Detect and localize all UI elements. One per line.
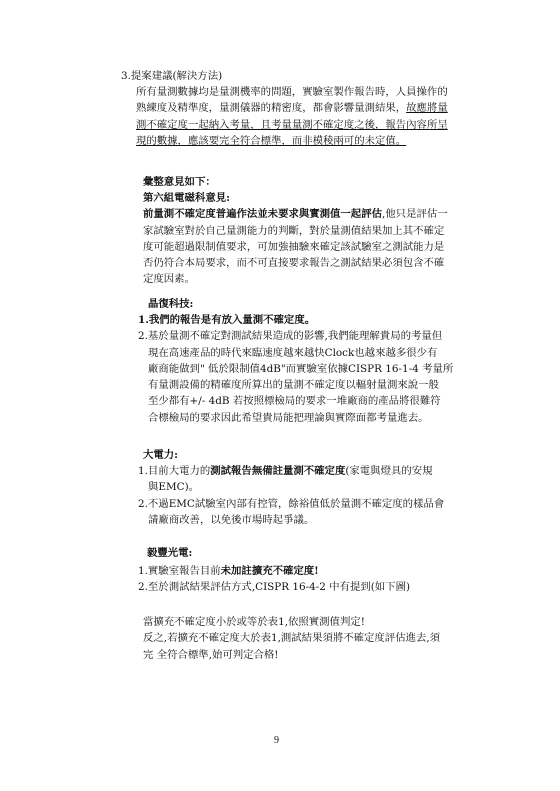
opinions-heading: 彙整意見如下： [143,176,216,188]
taipower-title: 大電力: [143,449,179,461]
group6-block [143,190,448,288]
list-item: 2.不過EMC試驗室內部有控管，餘裕值低於量測不確定度的樣品會 [138,497,445,510]
jingfu-title: 晶復科技: [148,298,194,310]
conclusion-line: 當擴充不確定度小於或等於表1,依照實測值判定! [143,616,365,628]
group6-title: 第六組電磁科意見: [143,192,230,204]
page-number: 9 [274,735,279,746]
group6-line: 前量測不確定度普遍作法並未要求與實測值一起評估,他只是評估一 [143,208,448,221]
section3 [121,68,222,84]
yifeng-list [138,563,410,596]
list-item-cont: 至少都有+/- 4dB 若按照標檢局的要求一堆廠商的產品將很難符 [148,395,441,408]
paragraph-line: 現的數據，應該要完全符合標準，而非模稜兩可的未定值。 [136,134,407,147]
list-item: 2.至於測試結果評估方式,CISPR 16-4-2 中有提到(如下圖) [138,581,411,594]
conclusion-line: 完 全符合標準,始可判定合格! [143,648,279,661]
paragraph-line: 所有量測數據均是量測機率的問題，實驗室製作報告時，人員操作的 [136,86,448,98]
list-item: 1.目前大電力的測試報告無備註量測不確定度(家電與燈具的安規 [138,465,433,477]
list-item-cont: 請廠商改善，以免後市場時起爭議。 [148,513,315,526]
list-item: 1.我們的報告是有放入量測不確定度。 [138,314,316,326]
list-item-cont: 廠商能做到" 低於限制值4dB"而實驗室依據CISPR 16-1-4 考量所 [148,362,454,375]
taipower-list [138,463,444,528]
underlined-text: 故應將量 [406,102,448,115]
group6-line: 定度因素。 [143,273,195,286]
group6-line: 家試驗室對於自己量測能力的判斷，對於量測值結果加上其不確定 [143,224,445,237]
jingfu-list [138,312,453,426]
list-item-cont: 有量測設備的精確度所算出的量測不確定度以輻射量測來說一般 [148,379,439,392]
section3-paragraph [136,84,448,149]
group6-line: 度可能超過限制值要求，可加強抽驗來確定該試驗室之測試能力是 [143,240,445,253]
list-item: 1.實驗室報告目前未加註擴充不確定度! [138,565,319,577]
paragraph-line: 熟練度及精準度，量測儀器的精密度，都會影響量測結果，故應將量 [136,102,448,115]
section-heading: 3.提案建議(解決方法) [121,70,223,82]
paragraph-line: 測不確定度一起納入考量，且考量量測不確定度之後，報告內容所呈 [136,118,448,131]
list-item: 2.基於量測不確定對測試結果造成的影響,我們能理解貴局的考量但 [138,330,443,343]
list-item-cont: 現在高速產品的時代來臨速度越來越快Clock也越來越多很少有 [148,346,438,359]
conclusion-line: 反之,若擴充不確定度大於表1,測試結果須將不確定度評估進去,須 [143,632,441,645]
group6-line: 否仍符合本局要求，而不可直接要求報告之測試結果必須包含不確 [143,257,445,270]
yifeng-title: 毅豐光電: [147,547,193,559]
list-item-cont: 與EMC)。 [148,481,200,494]
conclusion [143,614,440,663]
list-item-cont: 合標檢局的要求因此希望貴局能把理論與實際面都考量進去。 [148,411,429,424]
